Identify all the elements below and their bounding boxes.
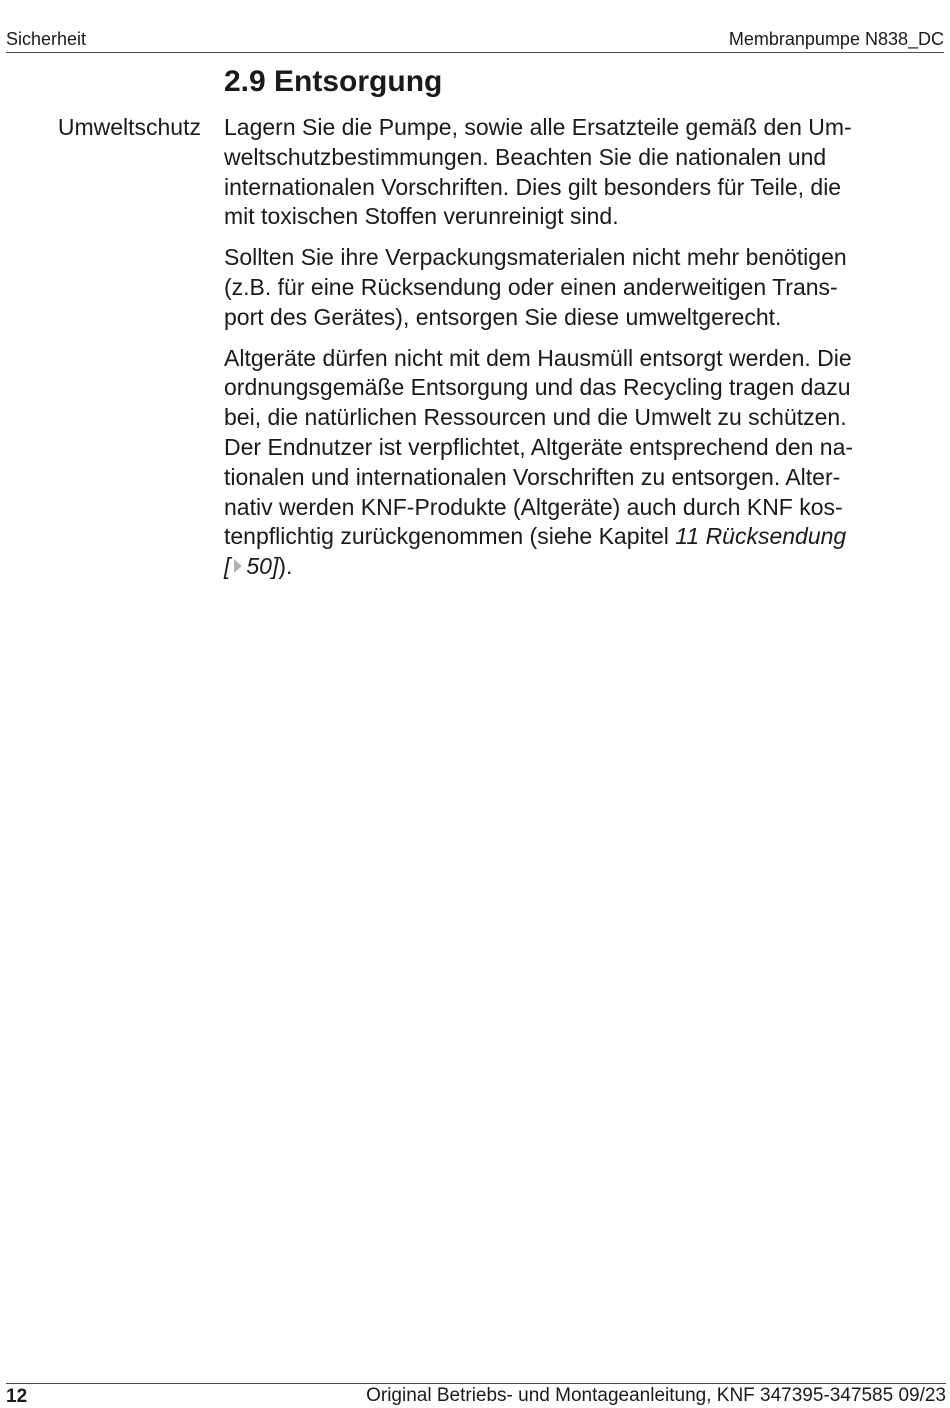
text-line: Altgeräte dürfen nicht mit dem Hausmüll entsorgt werden. Die — [224, 344, 852, 371]
reference-tail: ). — [278, 553, 293, 580]
text-line: internationalen Vorschriften. Dies gilt besonders für Teile, die — [224, 173, 842, 200]
header-section-title: Sicherheit — [6, 29, 87, 49]
page-number: 12 — [6, 1386, 28, 1407]
text-line — [224, 522, 930, 552]
footer-document-info: Original Betriebs- und Montageanleitung, KNF 347395-347585 09/23 — [366, 1385, 946, 1406]
page-footer — [6, 1383, 946, 1408]
text-line: weltschutzbestimmungen. Beachten Sie die nationalen und — [224, 143, 827, 170]
header-product-name: Membranpumpe N838_DC — [728, 29, 944, 49]
text-line: Der Endnutzer ist verpflichtet, Altgeräte entsprechend den na- — [224, 433, 854, 460]
text-line: nativ werden KNF-Produkte (Altgeräte) auch durch KNF kos- — [224, 493, 843, 520]
text-line: bei, die natürlichen Ressourcen und die Umwelt zu schützen. — [224, 404, 847, 431]
page-reference-open[interactable]: [ — [224, 553, 231, 580]
text-line: ordnungsgemäße Entsorgung und das Recycling tragen dazu — [224, 374, 851, 401]
text-line: port des Gerätes), entsorgen Sie diese umweltgerecht. — [224, 303, 782, 330]
text-line: (z.B. für eine Rücksendung oder einen anderweitigen Trans- — [224, 273, 838, 300]
page-header — [6, 28, 944, 53]
paragraph-old-devices — [224, 344, 930, 582]
paragraph-storage — [224, 113, 930, 232]
text-line: Lagern Sie die Pumpe, sowie alle Ersatzteile gemäß den Um- — [224, 114, 852, 140]
text-line: Sollten Sie ihre Verpackungsmaterialen nicht mehr benötigen — [224, 244, 847, 271]
margin-label: Umweltschutz — [57, 114, 201, 140]
chapter-reference-link[interactable]: 11 Rücksendung — [675, 523, 847, 550]
text-line-prefix: tenpflichtig zurückgenommen (siehe Kapitel — [224, 523, 676, 550]
page-reference-arrow-icon — [234, 559, 242, 573]
paragraph-packaging — [224, 243, 930, 332]
text-line: tionalen und internationalen Vorschriften zu entsorgen. Alter- — [224, 463, 841, 490]
page-reference-link[interactable]: 50] — [246, 553, 279, 580]
section-heading: 2.9 Entsorgung — [224, 65, 443, 98]
text-line: mit toxischen Stoffen verunreinigt sind. — [224, 203, 619, 230]
body-text — [224, 113, 930, 593]
text-line — [224, 552, 930, 582]
